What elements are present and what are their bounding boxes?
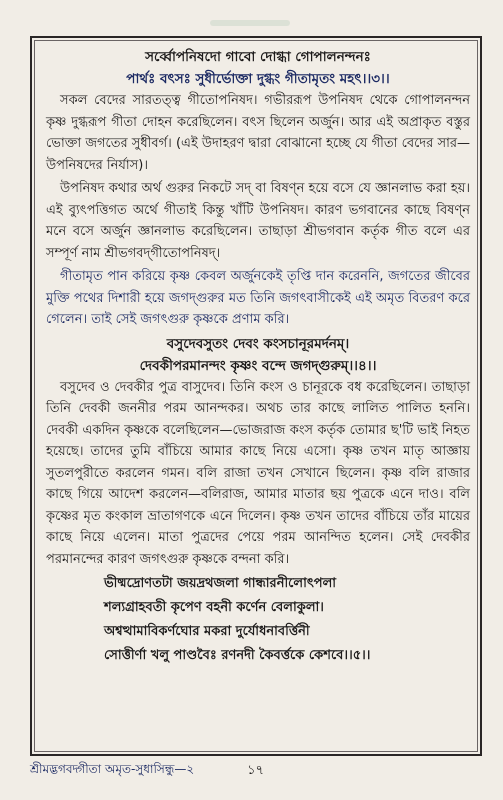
page-content [46, 46, 470, 668]
book-title: শ্রীমদ্ভগবদ্গীতা অমৃত-সুধাসিন্ধু—২ [30, 762, 195, 776]
verse-5 [104, 572, 470, 668]
paragraph-3-text: গীতামৃত পান করিয়ে কৃষ্ণ কেবল অর্জুনকেই তৃপ্তি দান করেননি, জগতের জীবের মুক্তি পথের দিশারী হয়ে জগদ্‌গুরুর মত তিনি জগৎবাসীকেই এই অমৃত বিতরণ করে গেলেন। তাই সেই জগৎগুরু কৃষ্ণকে প্রণাম করি। [46, 269, 470, 327]
verse-5-line-3: অশ্বত্থামাবিকর্ণঘোর মকরা দুর্যোধনাবর্ত্তিনী [104, 624, 310, 639]
verse-4-line-2: দেবকীপরমানন্দং কৃষ্ণং বন্দে জগদ্‌গুরুম্।।৪।। [139, 357, 377, 374]
page-number: ১৭ [247, 762, 264, 778]
verse-3-line-1: সর্ব্বোপনিষদো গাবো দোগ্ধা গোপালনন্দনঃ [145, 49, 371, 65]
verse-5-line-4: সোত্তীর্ণা খলু পাণ্ডবৈঃ রণনদী কৈবর্ত্তকে কেশবে।।৫।। [104, 648, 371, 663]
paragraph-1-text: সকল বেদের সারতত্ত্ব গীতোপনিষদ। গভীররূপ উপনিষদ থেকে গোপালনন্দন কৃষ্ণ দুগ্ধরূপ গীতা দোহন করেছিলেন। বৎস ছিলেন অর্জুন। আর এই অপ্রাকৃত বস্তুর ভোক্তা জগতের সুধীবর্গ। (এই উদাহরণ দ্বারা বোঝানো হচ্ছে যে গীতা বেদের সার—উপনিষদের নির্যাস)। [46, 93, 470, 173]
paragraph-2 [46, 178, 470, 264]
top-decorative-mark [210, 20, 290, 26]
paragraph-1 [46, 90, 470, 176]
verse-5-line-2: শল্যগ্রাহবতী কৃপেণ বহনী কর্ণেন বেলাকুলা। [104, 600, 324, 615]
verse-3-line-2: পার্থঃ বৎসঃ সুধীর্ভোক্তা দুগ্ধং গীতামৃতং মহৎ।।৩।। [126, 71, 390, 87]
page-footer [30, 758, 482, 784]
paragraph-4-text: বসুদেব ও দেবকীর পুত্র বাসুদেব। তিনি কংস ও চানূরকে বধ করেছিলেন। তাছাড়া তিনি দেবকী জননীর পরম আনন্দকর। অথচ তার কাছে লালিত পালিত হননি। দেবকী একদিন কৃষ্ণকে বলেছিলেন—ভোজরাজ কংস কর্তৃক তোমার ছ'টি ভাই নিহত হয়েছে। তাদের তুমি বাঁচিয়ে আমার কাছে নিয়ে এসো। কৃষ্ণ তখন মাতৃ আজ্ঞায় সুতলপুরীতে করলেন গমন। বলি রাজা তখন সেখানে ছিলেন। কৃষ্ণ বলি রাজার কাছে গিয়ে আদেশ করলেন—বলিরাজ, আমার মাতার ছয় পুত্রকে এনে দাও। বলি কৃষ্ণের মৃত কংকাল ভ্রাতাগণকে এনে দিলেন। কৃষ্ণ তখন তাদের বাঁচিয়ে তাঁর মায়ের কাছে নিয়ে এলেন। মাতা পুত্রদের পেয়ে পরম আনন্দিত হলেন। সেই দেবকীর পরমানন্দের কারণ জগৎগুরু কৃষ্ণকে বন্দনা করি। [46, 379, 470, 567]
paragraph-2-text: উপনিষদ কথার অর্থ গুরুর নিকটে সদ্ বা বিষণ্ন হয়ে বসে যে জ্ঞানলাভ করা হয়। এই ব্যুৎপত্তিগত অর্থে গীতাই কিন্তু খাঁটি উপনিষদ। কারণ ভগবানের কাছে বিষণ্ন মনে বসে অর্জুন জ্ঞানলাভ করেছিলেন। তাছাড়া শ্রীভগবান কর্তৃক গীত বলে এর সম্পূর্ণ নাম শ্রীভগবদ্‌গীতোপনিষদ্। [46, 181, 470, 261]
verse-4-line-1: বসুদেবসুতং দেবং কংসচানূরমর্দনম্। [166, 335, 350, 352]
paragraph-4 [46, 377, 470, 571]
paragraph-3 [46, 266, 470, 331]
verse-5-line-1: ভীষ্মদ্রোণতটা জয়দ্রথজলা গান্ধারনীলোৎপলা [104, 576, 337, 591]
